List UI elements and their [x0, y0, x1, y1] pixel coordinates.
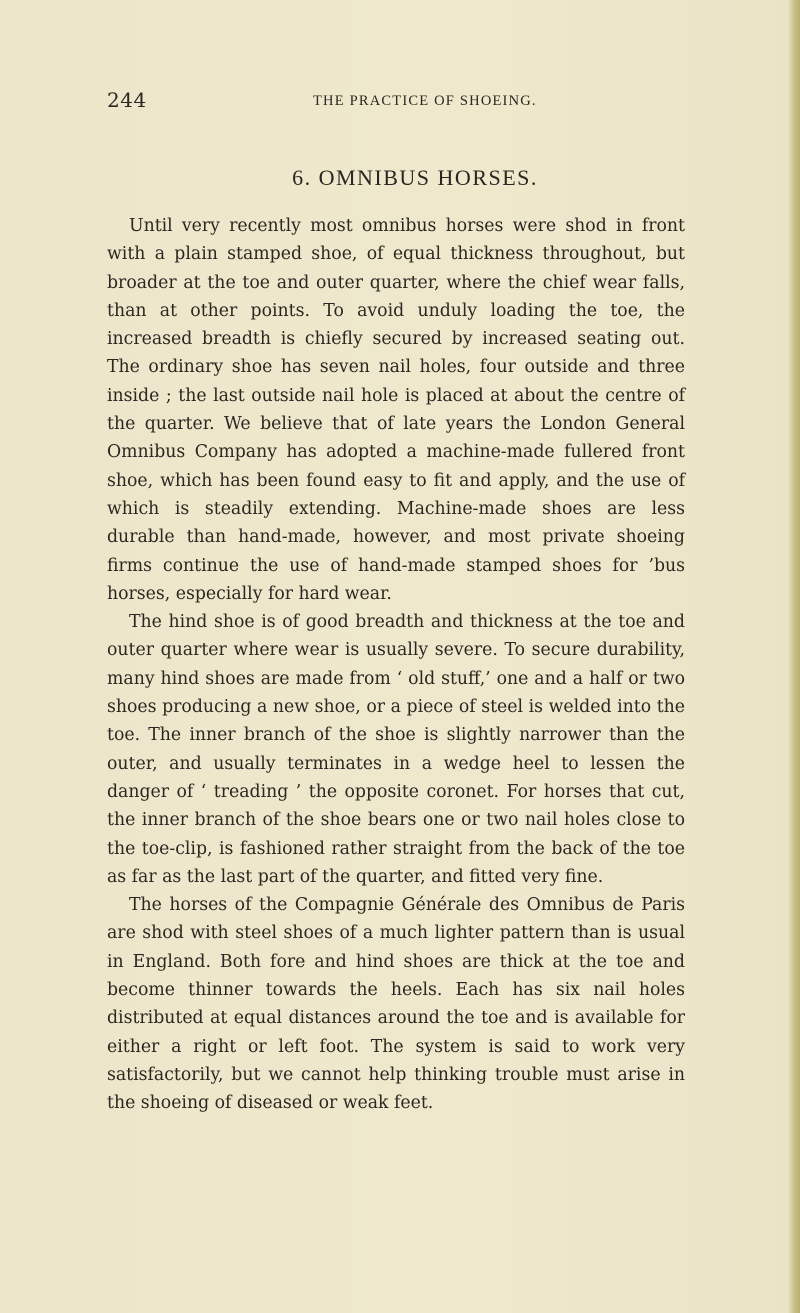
page-number: 244: [107, 88, 147, 112]
body-text: [107, 212, 685, 1118]
section-heading: 6. OMNIBUS HORSES.: [292, 165, 538, 190]
paragraph: Until very recently most omnibus horses were shod in front with a plain stamped shoe, of equal thickness throughout, but broader at the toe and outer quarter, where the chief wear falls, than at other points. To avoid unduly loading the toe, the increased breadth is chiefly secured by increased seating out. The ordinary shoe has seven nail holes, four outside and three inside ; the last outside nail hole is placed at about the centre of the quarter. We believe that of late years the London General Omnibus Company has adopted a machine-made fullered front shoe, which has been found easy to fit and apply, and the use of which is steadily extending. Machine-made shoes are less durable than hand-made, however, and most private shoeing firms continue the use of hand-made stamped shoes for ’bus horses, especially for hard wear.: [107, 216, 685, 604]
running-head: [95, 88, 655, 118]
paragraph: The horses of the Compagnie Générale des Omnibus de Paris are shod with steel shoes of a much lighter pattern than is usual in England. Both fore and hind shoes are thick at the toe and become thinner towards the heels. Each has six nail holes distributed at equal distances around the toe and is available for either a right or left foot. The system is said to work very satisfactorily, but we cannot help thinking trouble must arise in the shoeing of diseased or weak feet.: [107, 895, 685, 1114]
paragraph: The hind shoe is of good breadth and thickness at the toe and outer quarter where wear is usually severe. To secure durability, many hind shoes are made from ‘ old stuff,’ one and a half or two shoes producing a new shoe, or a piece of steel is welded into the toe. The inner branch of the shoe is slightly narrower than the outer, and usually terminates in a wedge heel to lessen the danger of ‘ treading ’ the opposite coronet. For horses that cut, the inner branch of the shoe bears one or two nail holes close to the toe-clip, is fashioned rather straight from the back of the toe as far as the last part of the quarter, and fitted very fine.: [107, 612, 685, 887]
page-edge-shadow: [788, 0, 800, 1313]
running-title: THE PRACTICE OF SHOEING.: [313, 93, 537, 109]
